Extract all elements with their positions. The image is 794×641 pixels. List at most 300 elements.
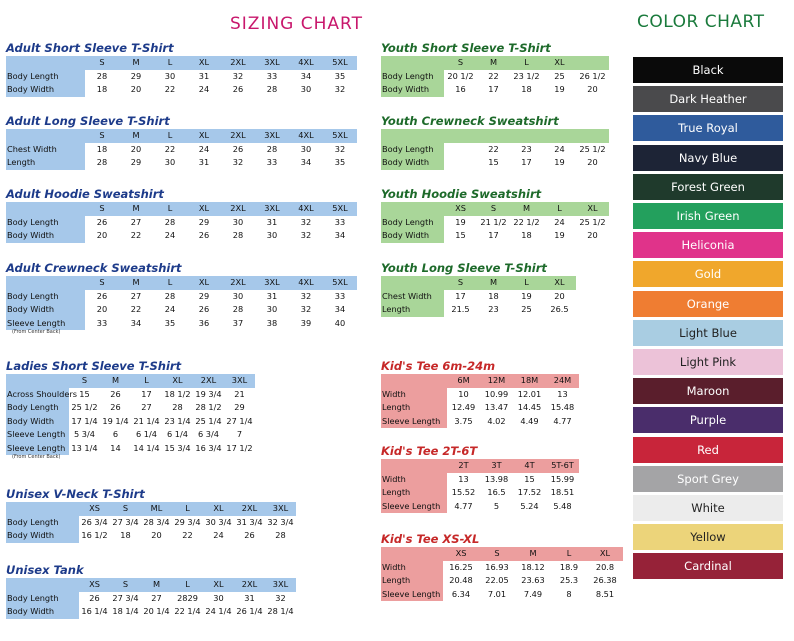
size-header: 5XL xyxy=(332,130,348,140)
measurement-cell: 27 xyxy=(130,290,142,301)
table-row xyxy=(6,529,286,543)
measurement-cell: 26 3/4 xyxy=(81,516,108,527)
row-label: Body Length xyxy=(382,70,434,81)
measurement-cell: 24 xyxy=(213,530,224,540)
measurement-cell: 28 xyxy=(232,230,244,240)
measurement-cell: 15 xyxy=(455,230,466,240)
size-header: L xyxy=(167,57,173,67)
measurement-cell: 26 xyxy=(89,592,100,603)
size-header-row xyxy=(6,502,289,516)
color-swatch: White xyxy=(633,495,783,521)
measurement-cell: 27 xyxy=(151,592,162,603)
size-header: S xyxy=(99,277,105,287)
color-swatch: Light Blue xyxy=(633,320,783,346)
size-header: L xyxy=(167,130,173,140)
measurement-cell: 28 xyxy=(164,290,176,301)
measurement-cell: 30 xyxy=(266,230,278,240)
row-label: Body Length xyxy=(382,216,434,227)
row-label: Sleeve Length xyxy=(382,415,441,426)
size-header: 5XL xyxy=(332,57,348,67)
size-header: 2XL xyxy=(200,375,217,385)
measurement-cell: 28 xyxy=(232,304,244,314)
color-swatch: Sport Grey xyxy=(633,466,783,492)
table-row xyxy=(381,303,569,317)
measurement-cell: 26 xyxy=(110,388,121,399)
measurement-cell: 26.38 xyxy=(593,575,617,585)
measurement-cell: 18.9 xyxy=(559,561,579,572)
measurement-cell: 32 xyxy=(232,70,244,81)
measurement-cell: 17 1/4 xyxy=(71,415,98,426)
measurement-cell: 17 1/2 xyxy=(226,442,253,453)
measurement-cell: 15.99 xyxy=(550,473,575,484)
measurement-cell: 15 3/4 xyxy=(164,442,191,453)
measurement-cell: 14 1/4 xyxy=(133,442,160,453)
measurement-cell: 7.01 xyxy=(487,588,507,599)
size-header: 2XL xyxy=(230,203,246,213)
measurement-cell: 6 1/4 xyxy=(167,429,188,439)
measurement-cell: 7 xyxy=(236,429,243,439)
measurement-cell: 18 1/4 xyxy=(112,606,139,616)
color-swatch: Heliconia xyxy=(633,232,783,258)
measurement-cell: 6.34 xyxy=(451,588,471,599)
measurement-cell: 30 3/4 xyxy=(205,516,232,527)
measurement-cell: 39 xyxy=(300,317,312,328)
measurement-cell: 32 xyxy=(275,592,286,603)
size-header: 3XL xyxy=(264,130,280,140)
measurement-cell: 34 xyxy=(334,304,346,314)
measurement-cell: 20 xyxy=(130,84,142,94)
table-note: (From Center Back) xyxy=(12,454,61,460)
page-title: SIZING CHART xyxy=(230,14,364,34)
measurement-cell: 28 xyxy=(164,216,176,227)
measurement-cell: 19 xyxy=(554,84,565,94)
measurement-cell: 24 xyxy=(164,304,176,314)
table-row xyxy=(6,156,346,170)
measurement-cell: 12.49 xyxy=(451,402,476,412)
measurement-cell: 10 xyxy=(458,388,469,399)
measurement-cell: 30 xyxy=(300,84,312,94)
table-row xyxy=(381,290,565,304)
color-swatch: Irish Green xyxy=(633,203,783,229)
measurement-cell: 19 xyxy=(554,157,565,167)
measurement-cell: 29 xyxy=(130,70,142,81)
size-header: 3T xyxy=(491,460,502,470)
table-row xyxy=(381,216,606,230)
measurement-cell: 29 xyxy=(198,216,210,227)
measurement-cell: 6 xyxy=(112,429,119,439)
size-header: 4XL xyxy=(298,203,314,213)
measurement-cell: 26 1/2 xyxy=(579,70,606,81)
table-row xyxy=(6,317,346,331)
row-label: Body Length xyxy=(7,516,59,527)
row-label: Body Length xyxy=(7,216,59,227)
table-row xyxy=(6,516,294,530)
table-row xyxy=(381,500,572,514)
row-label: Across Shoulders xyxy=(7,388,78,399)
row-label: Body Width xyxy=(382,230,430,240)
row-label: Length xyxy=(382,575,411,585)
measurement-cell: 20 1/2 xyxy=(447,70,474,81)
color-swatch: Cardinal xyxy=(633,553,783,579)
color-swatch: True Royal xyxy=(633,115,783,141)
row-label: Width xyxy=(382,561,406,572)
measurement-cell: 32 xyxy=(334,84,346,94)
size-header: L xyxy=(185,503,190,513)
size-header: XS xyxy=(455,548,467,558)
color-swatch: Navy Blue xyxy=(633,145,783,171)
measurement-cell: 19 xyxy=(554,230,565,240)
size-header-row xyxy=(381,129,559,143)
size-header: XS xyxy=(89,579,100,589)
table-row xyxy=(381,588,615,602)
size-header: S xyxy=(99,57,105,67)
measurement-cell: 18 xyxy=(120,530,131,540)
measurement-cell: 17 xyxy=(521,157,532,167)
size-header: XS xyxy=(89,503,100,513)
measurement-cell: 25 xyxy=(554,70,565,81)
color-swatch: Orange xyxy=(633,291,783,317)
measurement-cell: 21 xyxy=(234,388,245,399)
measurement-cell: 20 xyxy=(587,157,598,167)
measurement-cell: 21 1/2 xyxy=(480,216,507,227)
measurement-cell: 30 xyxy=(266,304,278,314)
table-row xyxy=(381,156,598,170)
measurement-cell: 34 xyxy=(300,70,312,81)
measurement-cell: 27 3/4 xyxy=(112,516,139,527)
measurement-cell: 8 xyxy=(566,588,572,599)
measurement-cell: 22 1/4 xyxy=(174,606,201,616)
color-swatch: Red xyxy=(633,437,783,463)
measurement-cell: 26 xyxy=(232,84,244,94)
table-title: Ladies Short Sleeve T-Shirt xyxy=(6,359,182,373)
size-header-row xyxy=(381,547,611,561)
measurement-cell: 7.49 xyxy=(523,588,543,599)
row-label: Body Width xyxy=(7,415,55,426)
measurement-cell: 31 xyxy=(244,592,255,603)
size-header: M xyxy=(132,277,140,287)
size-header: 6M xyxy=(457,375,470,385)
row-label: Body Width xyxy=(7,304,55,314)
size-table-adult-crewneck xyxy=(6,261,348,335)
measurement-cell: 22 xyxy=(164,143,176,154)
table-row xyxy=(381,143,606,157)
measurement-cell: 28 xyxy=(275,530,286,540)
row-label: Body Length xyxy=(7,70,59,81)
size-table-youth-short-sleeve xyxy=(381,41,606,97)
size-table-kids-2t-6t xyxy=(381,444,575,513)
measurement-cell: 29 xyxy=(130,157,142,167)
measurement-cell: 4.02 xyxy=(487,415,506,426)
size-header: S xyxy=(494,548,500,558)
measurement-cell: 24 xyxy=(554,216,565,227)
measurement-cell: 31 xyxy=(198,157,210,167)
measurement-cell: 25 1/2 xyxy=(579,143,606,154)
measurement-cell: 27 1/4 xyxy=(226,415,253,426)
size-header: L xyxy=(167,277,173,287)
measurement-cell: 20.48 xyxy=(449,575,473,585)
size-header-row xyxy=(381,56,565,70)
measurement-cell: 34 xyxy=(334,230,346,240)
measurement-cell: 37 xyxy=(232,317,244,328)
size-table-adult-short-sleeve xyxy=(6,41,348,97)
size-header: XL xyxy=(198,130,210,140)
row-label: Length xyxy=(7,157,36,167)
size-header: 5XL xyxy=(332,277,348,287)
measurement-cell: 23.63 xyxy=(521,575,545,585)
measurement-cell: 23 xyxy=(521,143,532,154)
size-header: M xyxy=(132,130,140,140)
size-header: 12M xyxy=(487,375,506,385)
color-swatch: Yellow xyxy=(633,524,783,550)
measurement-cell: 33 xyxy=(266,70,278,81)
measurement-cell: 32 xyxy=(300,216,312,227)
table-note: (From Center Back) xyxy=(12,329,61,335)
size-header-row xyxy=(6,578,289,592)
measurement-cell: 25 xyxy=(521,304,532,314)
size-header: 24M xyxy=(553,375,572,385)
measurement-cell: 23 1/4 xyxy=(164,415,191,426)
size-header: 4XL xyxy=(298,130,314,140)
measurement-cell: 25 1/2 xyxy=(71,402,98,412)
size-header-row xyxy=(6,202,348,216)
measurement-cell: 26 xyxy=(232,143,244,154)
measurement-cell: 20 1/4 xyxy=(143,606,170,616)
measurement-cell: 32 xyxy=(300,290,312,301)
table-title: Unisex V-Neck T-Shirt xyxy=(6,487,145,501)
measurement-cell: 32 xyxy=(300,230,312,240)
size-header: 4T xyxy=(524,460,535,470)
measurement-cell: 29 3/4 xyxy=(174,516,201,527)
size-header: XL xyxy=(599,548,611,558)
table-title: Kid's Tee 2T-6T xyxy=(381,444,478,458)
measurement-cell: 20 xyxy=(130,143,142,154)
measurement-cell: 34 xyxy=(130,317,142,328)
measurement-cell: 5 xyxy=(493,500,500,511)
table-title: Adult Hoodie Sweatshirt xyxy=(6,187,164,201)
table-row xyxy=(6,229,346,243)
size-header: M xyxy=(132,57,140,67)
color-swatch: Dark Heather xyxy=(633,86,783,112)
measurement-cell: 5.48 xyxy=(553,500,572,511)
size-header: L xyxy=(185,579,190,589)
row-label: Length xyxy=(382,402,411,412)
measurement-cell: 17.52 xyxy=(517,487,542,497)
measurement-cell: 33 xyxy=(334,290,346,301)
table-row xyxy=(381,401,575,415)
measurement-cell: 29 xyxy=(198,290,210,301)
size-header: M xyxy=(111,375,120,385)
measurement-cell: 33 xyxy=(96,317,108,328)
measurement-cell: 24 xyxy=(554,143,565,154)
measurement-cell: 28 1/4 xyxy=(267,606,294,616)
table-row xyxy=(381,229,598,243)
row-label: Sleeve Length xyxy=(382,500,441,511)
measurement-cell: 27 xyxy=(141,402,152,412)
size-header-row xyxy=(381,276,565,290)
row-label: Length xyxy=(382,487,411,497)
measurement-cell: 4.77 xyxy=(553,415,572,426)
measurement-cell: 13 1/4 xyxy=(71,442,98,453)
size-header: S xyxy=(457,277,464,287)
size-table-youth-long-sleeve xyxy=(381,261,569,317)
row-label: Body Width xyxy=(7,84,55,94)
size-header: M xyxy=(152,579,161,589)
row-label: Sleeve Length xyxy=(7,442,66,453)
measurement-cell: 31 xyxy=(266,290,278,301)
measurement-cell: 26 xyxy=(244,530,255,540)
measurement-cell: 18 1/2 xyxy=(164,388,191,399)
measurement-cell: 18 xyxy=(96,143,108,154)
measurement-cell: 15 xyxy=(79,388,90,399)
measurement-cell: 30 xyxy=(300,143,312,154)
size-header: S xyxy=(99,203,105,213)
table-row xyxy=(381,70,606,84)
measurement-cell: 13 xyxy=(557,388,568,399)
row-label: Body Width xyxy=(7,530,55,540)
size-table-youth-crewneck xyxy=(381,114,606,170)
size-header: 4XL xyxy=(298,57,314,67)
row-label: Body Width xyxy=(7,606,55,616)
color-swatch: Light Pink xyxy=(633,349,783,375)
measurement-cell: 21.5 xyxy=(451,304,470,314)
measurement-cell: 26.5 xyxy=(550,304,569,314)
measurement-cell: 22 xyxy=(182,530,193,540)
table-row xyxy=(6,70,346,84)
size-header-row xyxy=(6,276,348,290)
row-label: Body Length xyxy=(382,143,434,154)
measurement-cell: 16 xyxy=(455,84,466,94)
row-label: Width xyxy=(382,473,406,484)
size-header: M xyxy=(522,203,531,213)
size-header: XL xyxy=(554,57,565,67)
table-row xyxy=(6,83,346,97)
size-header-row xyxy=(6,129,348,143)
size-header: 3XL xyxy=(272,503,289,513)
color-swatch: Forest Green xyxy=(633,174,783,200)
measurement-cell: 28 xyxy=(96,157,108,167)
measurement-cell: 30 xyxy=(213,592,224,603)
size-header: L xyxy=(524,277,529,287)
table-row xyxy=(6,428,243,442)
size-header: S xyxy=(490,203,497,213)
measurement-cell: 20 xyxy=(587,230,598,240)
size-header: L xyxy=(557,203,562,213)
measurement-cell: 17 xyxy=(455,290,466,301)
table-row xyxy=(6,442,253,456)
size-header: 2XL xyxy=(230,130,246,140)
size-header: 3XL xyxy=(264,277,280,287)
size-header: XL xyxy=(198,277,210,287)
size-header: 5XL xyxy=(332,203,348,213)
size-header: XL xyxy=(213,579,224,589)
measurement-cell: 20 xyxy=(554,290,565,301)
measurement-cell: 5.24 xyxy=(520,500,539,511)
measurement-cell: 40 xyxy=(334,317,346,328)
table-row xyxy=(6,303,346,317)
measurement-cell: 18 xyxy=(96,84,108,94)
size-header-row xyxy=(6,374,248,388)
measurement-cell: 16.25 xyxy=(449,561,473,572)
size-header: XL xyxy=(587,203,598,213)
measurement-cell: 26 xyxy=(198,230,210,240)
measurement-cell: 3.75 xyxy=(454,415,473,426)
size-header: 2T xyxy=(458,460,469,470)
table-row xyxy=(6,415,253,429)
measurement-cell: 27 xyxy=(130,216,142,227)
row-label: Sleeve Length xyxy=(7,317,66,328)
size-header: XL xyxy=(198,57,210,67)
size-header: XL xyxy=(198,203,210,213)
row-label: Width xyxy=(382,388,406,399)
measurement-cell: 15.48 xyxy=(550,402,575,412)
measurement-cell: 35 xyxy=(164,317,176,328)
size-header: 2XL xyxy=(230,277,246,287)
measurement-cell: 28 1/2 xyxy=(195,402,222,412)
table-row xyxy=(6,388,245,402)
measurement-cell: 26 xyxy=(110,402,121,412)
size-table-unisex-tank xyxy=(6,563,294,619)
measurement-cell: 19 1/4 xyxy=(102,415,129,426)
size-header: L xyxy=(524,57,529,67)
size-table-kids-6m-24m xyxy=(381,359,575,428)
row-label: Sleeve Length xyxy=(382,588,441,599)
measurement-cell: 31 xyxy=(198,70,210,81)
measurement-cell: 34 xyxy=(300,157,312,167)
size-header: 2XL xyxy=(241,579,258,589)
size-header: S xyxy=(122,503,129,513)
measurement-cell: 38 xyxy=(266,317,278,328)
size-header: S xyxy=(122,579,129,589)
table-title: Youth Hoodie Sweatshirt xyxy=(381,187,542,201)
table-title: Youth Crewneck Sweatshirt xyxy=(381,114,559,128)
measurement-cell: 30 xyxy=(164,70,176,81)
measurement-cell: 17 xyxy=(141,388,152,399)
size-header: S xyxy=(99,130,105,140)
size-header: M xyxy=(529,548,537,558)
measurement-cell: 32 xyxy=(232,157,244,167)
measurement-cell: 16 1/2 xyxy=(81,530,108,540)
table-title: Adult Long Sleeve T-Shirt xyxy=(6,114,170,128)
measurement-cell: 36 xyxy=(198,317,210,328)
measurement-cell: 14.45 xyxy=(517,402,542,412)
measurement-cell: 20 xyxy=(151,530,162,540)
size-table-adult-long-sleeve xyxy=(6,114,348,170)
measurement-cell: 22.05 xyxy=(485,575,509,585)
size-header: S xyxy=(457,57,464,67)
measurement-cell: 32 xyxy=(300,304,312,314)
measurement-cell: 4.49 xyxy=(520,415,539,426)
measurement-cell: 24 xyxy=(198,143,210,154)
measurement-cell: 24 xyxy=(164,230,176,240)
table-row xyxy=(6,401,245,415)
color-swatch: Gold xyxy=(633,261,783,287)
size-header: L xyxy=(144,375,149,385)
row-label: Body Width xyxy=(382,157,430,167)
measurement-cell: 30 xyxy=(232,216,244,227)
measurement-cell: 18.51 xyxy=(550,487,575,497)
measurement-cell: 28 xyxy=(172,402,183,412)
measurement-cell: 6 3/4 xyxy=(198,429,219,439)
size-header-row xyxy=(381,202,598,216)
table-row xyxy=(381,415,572,429)
measurement-cell: 31 xyxy=(266,216,278,227)
measurement-cell: 32 3/4 xyxy=(267,516,294,527)
measurement-cell: 16.5 xyxy=(487,487,506,497)
measurement-cell: 26 xyxy=(198,304,210,314)
measurement-cell: 30 xyxy=(232,290,244,301)
table-title: Adult Crewneck Sweatshirt xyxy=(6,261,182,275)
measurement-cell: 22 xyxy=(130,304,142,314)
